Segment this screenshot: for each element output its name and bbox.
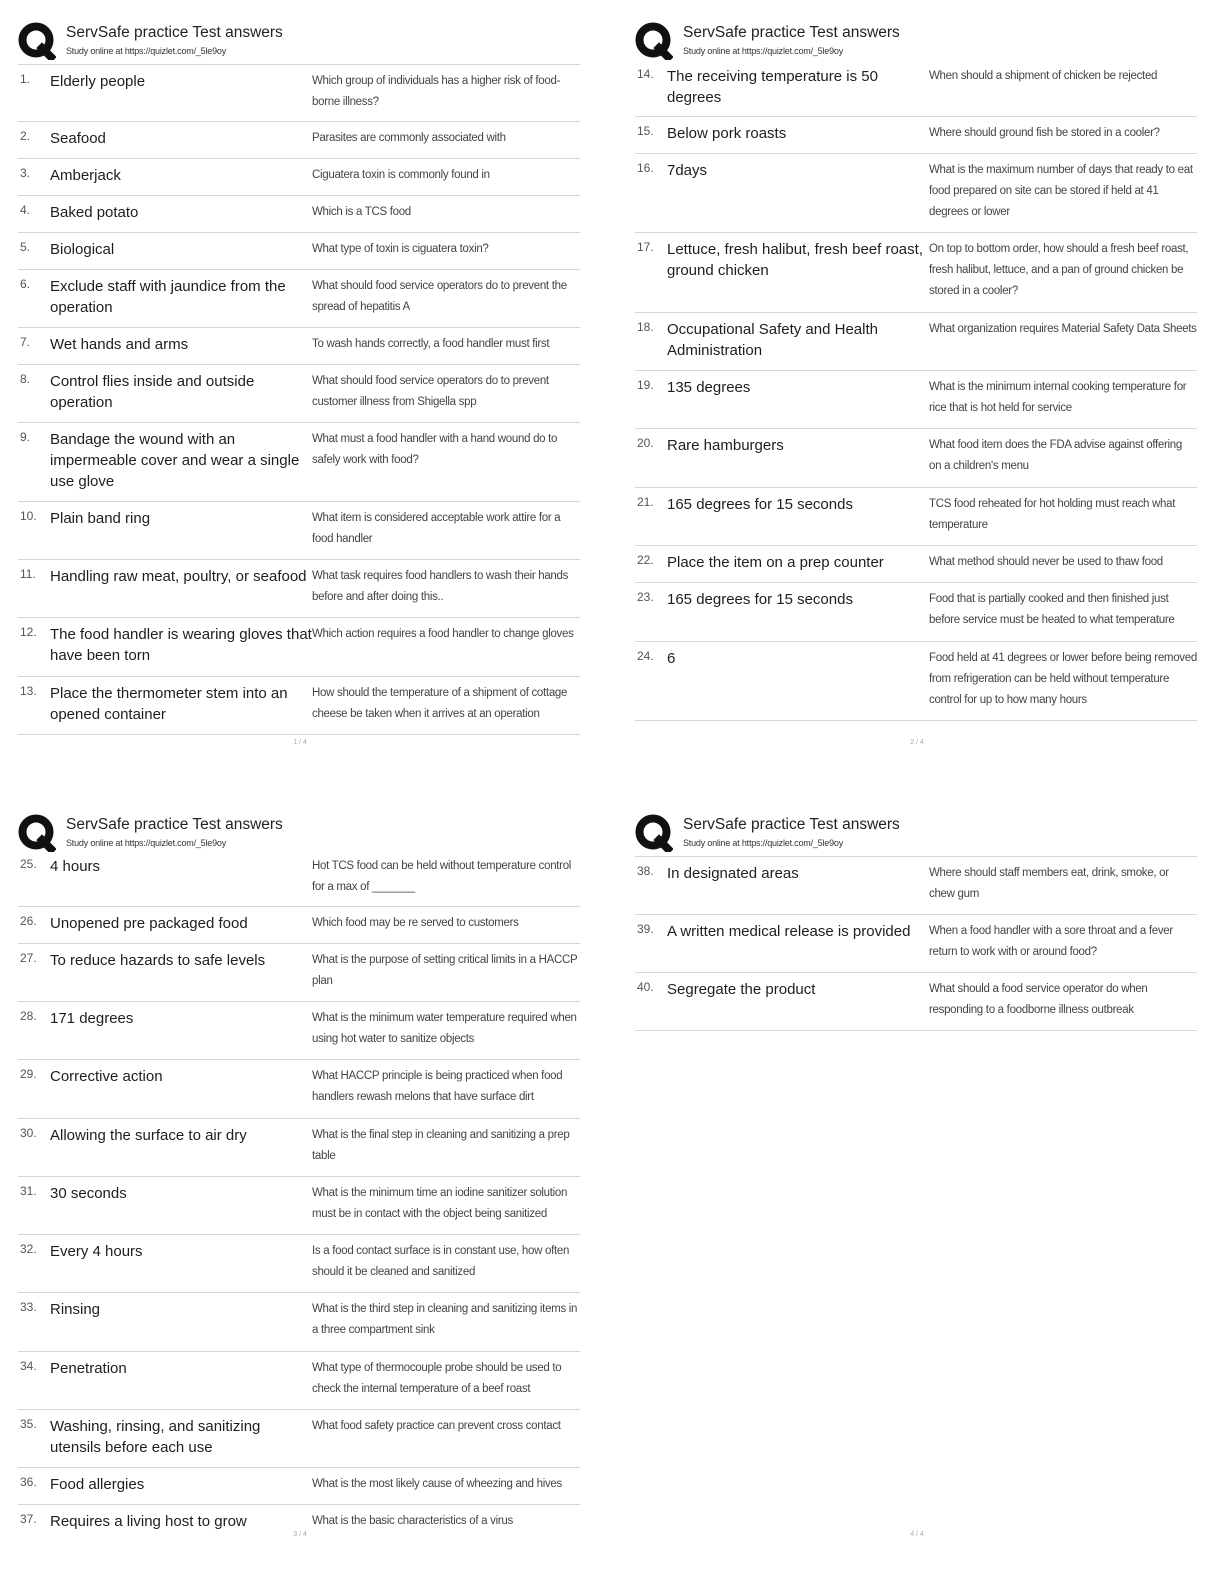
question-text: What type of thermocouple probe should be used to check the internal temperature of a beef roast bbox=[312, 1362, 562, 1395]
row-number: 23. bbox=[637, 590, 654, 604]
qa-row bbox=[635, 154, 1197, 233]
row-number: 36. bbox=[20, 1475, 37, 1489]
qa-row bbox=[18, 907, 580, 944]
row-number: 33. bbox=[20, 1300, 37, 1314]
row-number: 21. bbox=[637, 495, 654, 509]
qa-row bbox=[18, 423, 580, 502]
page-4 bbox=[617, 792, 1217, 1552]
question-text: What organization requires Material Safety Data Sheets bbox=[929, 323, 1197, 335]
qa-row bbox=[18, 1410, 580, 1468]
question-text: On top to bottom order, how should a fresh beef roast, fresh halibut, lettuce, and a pan of ground chicken be stored in a cooler? bbox=[929, 243, 1189, 297]
qa-row bbox=[18, 502, 580, 560]
qa-list bbox=[18, 850, 580, 1541]
qa-row bbox=[635, 117, 1197, 154]
row-number: 31. bbox=[20, 1184, 37, 1198]
document-title: ServSafe practice Test answers bbox=[683, 24, 900, 41]
row-number: 16. bbox=[637, 161, 654, 175]
answer-term: Every 4 hours bbox=[50, 1243, 143, 1260]
question-text: What is the maximum number of days that ready to eat food prepared on site can be stored if held at 41 degrees or lower bbox=[929, 164, 1193, 218]
answer-term: 135 degrees bbox=[667, 379, 751, 396]
qa-row bbox=[18, 196, 580, 233]
row-number: 17. bbox=[637, 240, 654, 254]
row-number: 32. bbox=[20, 1242, 37, 1256]
question-text: What is the minimum time an iodine sanitizer solution must be in contact with the object being sanitized bbox=[312, 1187, 568, 1220]
row-number: 18. bbox=[637, 320, 654, 334]
row-number: 34. bbox=[20, 1359, 37, 1373]
row-number: 29. bbox=[20, 1067, 37, 1081]
qa-row bbox=[635, 973, 1197, 1031]
question-text: What should food service operators do to prevent the spread of hepatitis A bbox=[312, 280, 567, 313]
qa-list bbox=[635, 60, 1197, 721]
row-number: 26. bbox=[20, 914, 37, 928]
page-number: 3 / 4 bbox=[293, 1531, 307, 1538]
question-text: What is the final step in cleaning and sanitizing a prep table bbox=[312, 1129, 570, 1162]
answer-term: Bandage the wound with an impermeable cover and wear a single use glove bbox=[50, 431, 300, 490]
row-number: 1. bbox=[20, 72, 31, 86]
question-text: Hot TCS food can be held without temperature control for a max of _______ bbox=[312, 860, 572, 893]
question-text: What should a food service operator do when responding to a foodborne illness outbreak bbox=[929, 983, 1148, 1016]
row-number: 6. bbox=[20, 277, 31, 291]
answer-term: Exclude staff with jaundice from the operation bbox=[50, 278, 286, 316]
qa-row bbox=[18, 159, 580, 196]
question-text: Ciguatera toxin is commonly found in bbox=[312, 169, 490, 181]
question-text: Parasites are commonly associated with bbox=[312, 132, 506, 144]
question-text: Which group of individuals has a higher risk of food-borne illness? bbox=[312, 75, 561, 108]
question-text: What is the third step in cleaning and sanitizing items in a three compartment sink bbox=[312, 1303, 578, 1336]
qa-row bbox=[635, 642, 1197, 721]
qa-row bbox=[18, 1235, 580, 1293]
document-title: ServSafe practice Test answers bbox=[66, 816, 283, 833]
answer-term: Lettuce, fresh halibut, fresh beef roast, ground chicken bbox=[667, 241, 923, 279]
row-number: 12. bbox=[20, 625, 37, 639]
row-number: 19. bbox=[637, 378, 654, 392]
question-text: Where should ground fish be stored in a cooler? bbox=[929, 127, 1160, 139]
answer-term: The food handler is wearing gloves that have been torn bbox=[50, 626, 312, 664]
row-number: 24. bbox=[637, 649, 654, 663]
qa-row bbox=[18, 1468, 580, 1505]
page-number: 2 / 4 bbox=[910, 739, 924, 746]
qa-row bbox=[18, 270, 580, 328]
answer-term: 165 degrees for 15 seconds bbox=[667, 591, 853, 608]
row-number: 4. bbox=[20, 203, 31, 217]
answer-term: Plain band ring bbox=[50, 510, 151, 527]
row-number: 8. bbox=[20, 372, 31, 386]
qa-row bbox=[18, 850, 580, 907]
qa-row bbox=[18, 1119, 580, 1177]
question-text: Food that is partially cooked and then finished just before service must be heated to what temperature bbox=[929, 593, 1175, 626]
page-number: 1 / 4 bbox=[293, 739, 307, 746]
qa-row bbox=[18, 122, 580, 159]
question-text: What is the minimum water temperature required when using hot water to sanitize objects bbox=[312, 1012, 577, 1045]
row-number: 11. bbox=[20, 567, 36, 581]
qa-row bbox=[635, 546, 1197, 583]
answer-term: Unopened pre packaged food bbox=[50, 915, 248, 932]
row-number: 40. bbox=[637, 980, 654, 994]
question-text: What is the basic characteristics of a virus bbox=[312, 1515, 513, 1527]
row-number: 14. bbox=[637, 67, 654, 81]
question-text: What food item does the FDA advise against offering on a children's menu bbox=[929, 439, 1182, 472]
question-text: What should food service operators do to prevent customer illness from Shigella spp bbox=[312, 375, 549, 408]
row-number: 7. bbox=[20, 335, 31, 349]
answer-term: Corrective action bbox=[50, 1068, 163, 1085]
question-text: Which action requires a food handler to change gloves bbox=[312, 628, 574, 640]
row-number: 38. bbox=[637, 864, 654, 878]
qa-row bbox=[18, 618, 580, 677]
answer-term: Wet hands and arms bbox=[50, 336, 189, 353]
answer-term: Segregate the product bbox=[667, 981, 816, 998]
answer-term: A written medical release is provided bbox=[667, 923, 911, 940]
qa-row bbox=[635, 915, 1197, 973]
page-3 bbox=[0, 792, 600, 1552]
qa-row bbox=[18, 1060, 580, 1119]
question-text: To wash hands correctly, a food handler must first bbox=[312, 338, 550, 350]
answer-term: Baked potato bbox=[50, 204, 139, 221]
question-text: What method should never be used to thaw food bbox=[929, 556, 1163, 568]
qa-row bbox=[18, 1293, 580, 1352]
answer-term: The receiving temperature is 50 degrees bbox=[667, 68, 878, 106]
qa-row bbox=[18, 328, 580, 365]
row-number: 30. bbox=[20, 1126, 37, 1140]
row-number: 5. bbox=[20, 240, 31, 254]
qa-row bbox=[18, 560, 580, 618]
answer-term: 6 bbox=[667, 650, 676, 667]
question-text: TCS food reheated for hot holding must reach what temperature bbox=[929, 498, 1176, 531]
question-text: Where should staff members eat, drink, smoke, or chew gum bbox=[929, 867, 1169, 900]
qa-row bbox=[18, 233, 580, 270]
row-number: 15. bbox=[637, 124, 654, 138]
qa-row bbox=[635, 313, 1197, 371]
quizlet-logo-icon bbox=[635, 814, 673, 852]
answer-term: Seafood bbox=[50, 130, 106, 147]
document-subtitle: Study online at https://quizlet.com/_5le9oy bbox=[66, 46, 227, 56]
qa-list bbox=[18, 64, 580, 735]
document-subtitle: Study online at https://quizlet.com/_5le9oy bbox=[683, 838, 844, 848]
answer-term: 171 degrees bbox=[50, 1010, 134, 1027]
page-header bbox=[0, 792, 600, 852]
question-text: Which food may be re served to customers bbox=[312, 917, 519, 929]
answer-term: Handling raw meat, poultry, or seafood bbox=[50, 568, 307, 585]
question-text: Which is a TCS food bbox=[312, 206, 411, 218]
answer-term: 4 hours bbox=[50, 858, 101, 875]
document-title: ServSafe practice Test answers bbox=[66, 24, 283, 41]
answer-term: Allowing the surface to air dry bbox=[50, 1127, 247, 1144]
answer-term: 165 degrees for 15 seconds bbox=[667, 496, 853, 513]
answer-term: Occupational Safety and Health Administration bbox=[667, 321, 878, 359]
answer-term: Penetration bbox=[50, 1360, 127, 1377]
row-number: 25. bbox=[20, 857, 37, 871]
question-text: What food safety practice can prevent cross contact bbox=[312, 1420, 561, 1432]
question-text: Is a food contact surface is in constant use, how often should it be cleaned and sanitized bbox=[312, 1245, 570, 1278]
question-text: What HACCP principle is being practiced when food handlers rewash melons that have surface dirt bbox=[312, 1070, 563, 1103]
answer-term: Food allergies bbox=[50, 1476, 145, 1493]
answer-term: Rare hamburgers bbox=[667, 437, 784, 454]
qa-row bbox=[18, 677, 580, 735]
document-subtitle: Study online at https://quizlet.com/_5le9oy bbox=[683, 46, 844, 56]
question-text: What task requires food handlers to wash their hands before and after doing this.. bbox=[312, 570, 569, 603]
row-number: 2. bbox=[20, 129, 31, 143]
qa-row bbox=[635, 371, 1197, 429]
answer-term: Biological bbox=[50, 241, 115, 258]
answer-term: Rinsing bbox=[50, 1301, 101, 1318]
question-text: When should a shipment of chicken be rejected bbox=[929, 70, 1158, 82]
answer-term: Washing, rinsing, and sanitizing utensils before each use bbox=[50, 1418, 261, 1456]
row-number: 37. bbox=[20, 1512, 37, 1526]
page-1 bbox=[0, 0, 600, 760]
question-text: What is the purpose of setting critical limits in a HACCP plan bbox=[312, 954, 578, 987]
row-number: 10. bbox=[20, 509, 37, 523]
qa-row bbox=[635, 583, 1197, 642]
qa-row bbox=[635, 488, 1197, 546]
quizlet-logo-icon bbox=[18, 22, 56, 60]
qa-row bbox=[18, 1002, 580, 1060]
qa-row bbox=[635, 857, 1197, 915]
page-header bbox=[617, 0, 1217, 60]
quizlet-logo-icon bbox=[635, 22, 673, 60]
page-header bbox=[0, 0, 600, 60]
page-2 bbox=[617, 0, 1217, 760]
answer-term: Elderly people bbox=[50, 73, 146, 90]
question-text: Food held at 41 degrees or lower before being removed from refrigeration can be held without temperature control for up to how many hours bbox=[929, 652, 1197, 706]
quizlet-logo-icon bbox=[18, 814, 56, 852]
page-header bbox=[617, 792, 1217, 852]
question-text: What must a food handler with a hand wound do to safely work with food? bbox=[312, 433, 558, 466]
question-text: How should the temperature of a shipment of cottage cheese be taken when it arrives at an operation bbox=[312, 687, 568, 720]
qa-row bbox=[18, 1177, 580, 1235]
row-number: 28. bbox=[20, 1009, 37, 1023]
qa-row bbox=[18, 1352, 580, 1410]
qa-row bbox=[635, 60, 1197, 117]
answer-term: 7days bbox=[667, 162, 708, 179]
answer-term: Place the thermometer stem into an opened container bbox=[50, 685, 288, 723]
qa-row bbox=[635, 429, 1197, 488]
answer-term: Amberjack bbox=[50, 167, 121, 184]
row-number: 35. bbox=[20, 1417, 37, 1431]
answer-term: To reduce hazards to safe levels bbox=[50, 952, 266, 969]
qa-row bbox=[18, 65, 580, 122]
answer-term: Control flies inside and outside operation bbox=[50, 373, 255, 411]
document-subtitle: Study online at https://quizlet.com/_5le9oy bbox=[66, 838, 227, 848]
question-text: When a food handler with a sore throat and a fever return to work with or around food? bbox=[929, 925, 1173, 958]
row-number: 3. bbox=[20, 166, 31, 180]
page-number: 4 / 4 bbox=[910, 1531, 924, 1538]
answer-term: Below pork roasts bbox=[667, 125, 787, 142]
answer-term: 30 seconds bbox=[50, 1185, 127, 1202]
question-text: What type of toxin is ciguatera toxin? bbox=[312, 243, 489, 255]
answer-term: Place the item on a prep counter bbox=[667, 554, 884, 571]
row-number: 13. bbox=[20, 684, 37, 698]
row-number: 9. bbox=[20, 430, 31, 444]
row-number: 22. bbox=[637, 553, 654, 567]
qa-row bbox=[18, 365, 580, 423]
qa-row bbox=[635, 233, 1197, 313]
question-text: What item is considered acceptable work attire for a food handler bbox=[312, 512, 561, 545]
qa-list bbox=[635, 856, 1197, 1031]
qa-row bbox=[18, 944, 580, 1002]
row-number: 27. bbox=[20, 951, 37, 965]
question-text: What is the minimum internal cooking temperature for rice that is hot held for service bbox=[929, 381, 1187, 414]
question-text: What is the most likely cause of wheezing and hives bbox=[312, 1478, 562, 1490]
document-title: ServSafe practice Test answers bbox=[683, 816, 900, 833]
answer-term: In designated areas bbox=[667, 865, 799, 882]
row-number: 39. bbox=[637, 922, 654, 936]
answer-term: Requires a living host to grow bbox=[50, 1513, 247, 1530]
row-number: 20. bbox=[637, 436, 654, 450]
